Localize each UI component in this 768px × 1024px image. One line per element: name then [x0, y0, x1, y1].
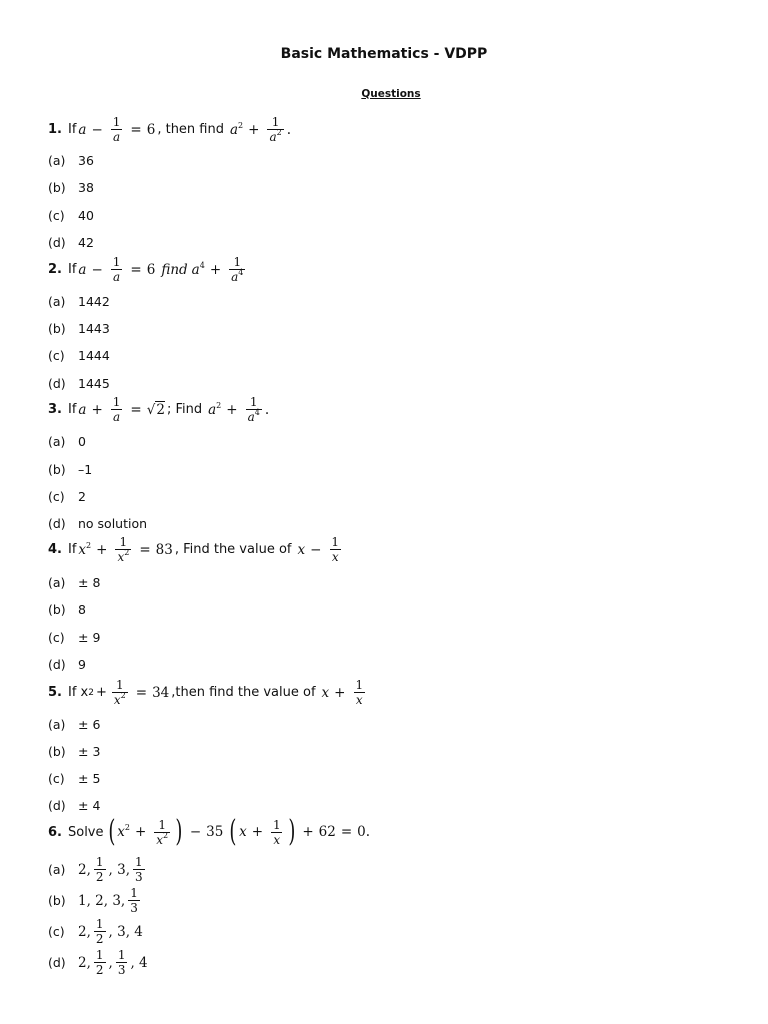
option: (b) ± 3 — [48, 744, 101, 759]
question-text: find — [161, 261, 188, 278]
option: (a) ± 6 — [48, 717, 101, 732]
question-text: If — [67, 542, 77, 557]
option: (c) 2, $\frac{1}{2}$ , 3, 4 — [48, 917, 143, 946]
fraction: $\frac{1}{x}$ — [273, 817, 281, 847]
question-number: 1. — [48, 122, 62, 137]
option: (b) 1, 2, 3, $\frac{1}{3}$ — [48, 886, 138, 915]
fraction: $\frac{1}{a^2}$ — [269, 115, 282, 144]
question-text: If — [67, 402, 77, 417]
option: (d) 2, $\frac{1}{2}$ , $\frac{1}{3}$ , 4 — [48, 948, 148, 977]
fraction: $\frac{1}{a}$ — [112, 395, 121, 424]
fraction: $\frac{1}{2}$ — [95, 855, 104, 884]
question-text: If — [67, 262, 77, 277]
fraction: $\frac{1}{a}$ — [112, 255, 121, 284]
page-title: Basic Mathematics - VDPP — [280, 46, 488, 62]
option: (a) 0 — [48, 434, 86, 449]
question-number: 6. — [48, 824, 62, 840]
question-5: 5. If x 2 + $\frac{1}{x^2}$ = 34 ,then find the value of x + $\frac{1}{x}$ — [48, 678, 364, 707]
option: (b) 38 — [48, 180, 94, 195]
fraction: $\frac{1}{3}$ — [130, 886, 138, 915]
option: (d) ± 4 — [48, 798, 101, 813]
option: (b) –1 — [48, 462, 93, 477]
question-text: , Find the value of — [174, 542, 292, 557]
question-2: 2. If a − $\frac{1}{a}$ = 6 find $a^4$ + $\frac{1}{a^4}$ — [48, 255, 244, 284]
fraction: $\frac{1}{a^4}$ — [247, 395, 260, 424]
question-6: 6. Solve ( $x^2$ + $\frac{1}{x^2}$ ) − 35 ( x + $\frac{1}{x}$ ) + 62 = 0. — [48, 814, 371, 849]
option: (d) 42 — [48, 235, 94, 250]
option: (d) 9 — [48, 657, 86, 672]
option: (c) ± 5 — [48, 771, 101, 786]
question-text: Solve — [67, 824, 104, 840]
fraction: $\frac{1}{3}$ — [135, 855, 143, 884]
question-4: 4. If $x^2$ + $\frac{1}{x^2}$ = 83 , Find the value of x − $\frac{1}{x}$ — [48, 535, 340, 564]
question-text: If — [67, 122, 77, 137]
option: (c) ± 9 — [48, 630, 101, 645]
question-number: 2. — [48, 262, 62, 277]
fraction: $\frac{1}{x}$ — [355, 678, 364, 707]
sqrt: √2 — [146, 401, 165, 418]
fraction: $\frac{1}{2}$ — [95, 917, 104, 946]
question-text: ,then find the value of — [171, 685, 316, 700]
fraction: $\frac{1}{x^2}$ — [117, 535, 130, 564]
fraction: $\frac{1}{x}$ — [331, 535, 340, 564]
option: (a) ± 8 — [48, 575, 101, 590]
option: (d) 1445 — [48, 376, 110, 391]
option: (a) 1442 — [48, 294, 110, 309]
fraction: $\frac{1}{a}$ — [112, 115, 121, 144]
fraction: $\frac{1}{2}$ — [95, 948, 104, 977]
question-number: 4. — [48, 542, 62, 557]
option: (b) 1443 — [48, 321, 110, 336]
option: (c) 1444 — [48, 348, 110, 363]
option: (c) 2 — [48, 489, 86, 504]
section-heading: Questions — [361, 88, 421, 100]
fraction: $\frac{1}{a^4}$ — [231, 255, 244, 284]
option: (a) 2, $\frac{1}{2}$ , 3, $\frac{1}{3}$ — [48, 855, 143, 884]
question-text: ; Find — [166, 402, 203, 417]
fraction: $\frac{1}{x^2}$ — [156, 817, 169, 847]
math-var: a — [78, 121, 87, 138]
question-3: 3. If a + $\frac{1}{a}$ = √2 ; Find $a^2$ + $\frac{1}{a^4}$ . — [48, 395, 270, 424]
option: (b) 8 — [48, 602, 86, 617]
question-number: 5. — [48, 685, 62, 700]
question-1: 1. If a − $\frac{1}{a}$ = 6 , then find $a^2$ + $\frac{1}{a^2}$ . — [48, 115, 291, 144]
question-text: If x — [67, 685, 89, 700]
option: (a) 36 — [48, 153, 94, 168]
fraction: $\frac{1}{x^2}$ — [113, 678, 126, 707]
question-number: 3. — [48, 402, 62, 417]
option: (c) 40 — [48, 208, 94, 223]
fraction: $\frac{1}{3}$ — [117, 948, 126, 977]
question-text: , then find — [157, 122, 224, 137]
option: (d) no solution — [48, 516, 148, 531]
